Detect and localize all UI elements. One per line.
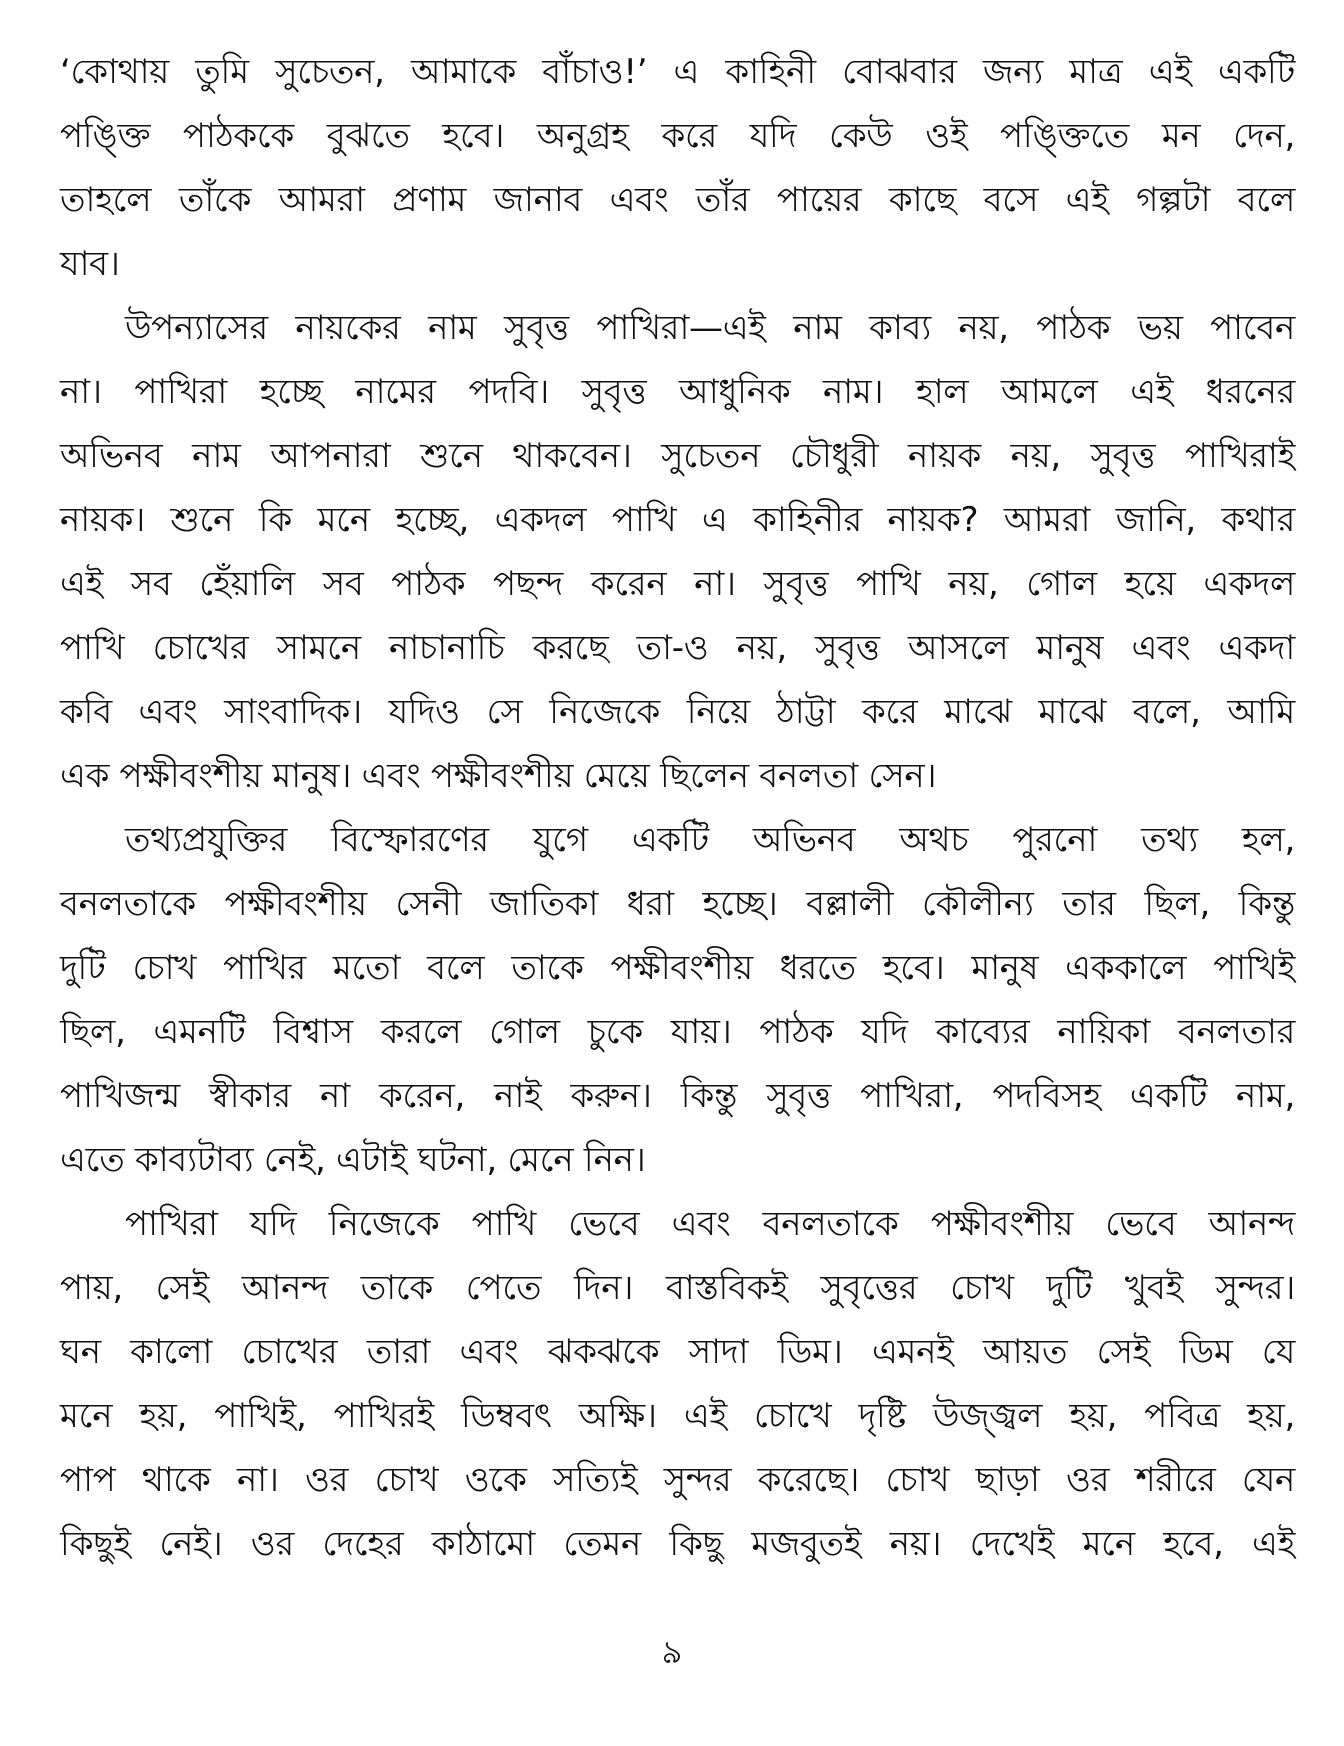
text-line: এই সব হেঁয়ালি সব পাঠক পছন্দ করেন না। সুবৃত্ত পাখি নয়, গোল হয়ে একদল: [60, 564, 1295, 604]
paragraph: [60, 808, 1295, 1192]
text-line: ছিল, এমনটি বিশ্বাস করলে গোল চুকে যায়। পাঠক যদি কাব্যের নায়িকা বনলতার: [60, 1012, 1295, 1052]
text-line: পাখিজন্ম স্বীকার না করেন, নাই করুন। কিন্তু সুবৃত্ত পাখিরা, পদবিসহ একটি নাম,: [60, 1076, 1295, 1116]
text-line: পঙ্ক্তি পাঠককে বুঝতে হবে। অনুগ্রহ করে যদি কেউ ওই পঙ্ক্তিতে মন দেন,: [60, 116, 1295, 156]
text-line: মনে হয়, পাখিই, পাখিরই ডিম্ববৎ অক্ষি। এই চোখে দৃষ্টি উজ্জ্বল হয়, পবিত্র হয়,: [60, 1396, 1295, 1436]
text-line: এতে কাব্যটাব্য নেই, এটাই ঘটনা, মেনে নিন।: [60, 1140, 646, 1180]
paragraph: [60, 40, 1295, 296]
body-text: [60, 40, 1295, 1576]
text-line: দুটি চোখ পাখির মতো বলে তাকে পক্ষীবংশীয় ধরতে হবে। মানুষ এককালে পাখিই: [60, 948, 1295, 988]
page-number: ৯: [661, 1633, 683, 1671]
paragraph: [60, 296, 1295, 808]
paragraph: [60, 1192, 1295, 1576]
text-line: পাখি চোখের সামনে নাচানাচি করছে তা-ও নয়, সুবৃত্ত আসলে মানুষ এবং একদা: [60, 628, 1295, 668]
text-line: যাব।: [60, 244, 120, 284]
text-line: ‘কোথায় তুমি সুচেতন, আমাকে বাঁচাও!’ এ কাহিনী বোঝবার জন্য মাত্র এই একটি: [60, 52, 1295, 92]
text-line: তথ্যপ্রযুক্তির বিস্ফোরণের যুগে একটি অভিনব অথচ পুরনো তথ্য হল,: [125, 820, 1295, 860]
text-line: পাপ থাকে না। ওর চোখ ওকে সত্যিই সুন্দর করেছে। চোখ ছাড়া ওর শরীরে যেন: [60, 1460, 1295, 1500]
text-line: পাখিরা যদি নিজেকে পাখি ভেবে এবং বনলতাকে পক্ষীবংশীয় ভেবে আনন্দ: [125, 1204, 1295, 1244]
text-line: তাহলে তাঁকে আমরা প্রণাম জানাব এবং তাঁর পায়ের কাছে বসে এই গল্পটা বলে: [60, 180, 1295, 220]
text-line: এক পক্ষীবংশীয় মানুষ। এবং পক্ষীবংশীয় মেয়ে ছিলেন বনলতা সেন।: [60, 756, 937, 796]
text-line: কবি এবং সাংবাদিক। যদিও সে নিজেকে নিয়ে ঠাট্টা করে মাঝে মাঝে বলে, আমি: [60, 692, 1295, 732]
text-line: নায়ক। শুনে কি মনে হচ্ছে, একদল পাখি এ কাহিনীর নায়ক? আমরা জানি, কথার: [60, 500, 1295, 540]
text-line: না। পাখিরা হচ্ছে নামের পদবি। সুবৃত্ত আধুনিক নাম। হাল আমলে এই ধরনের: [60, 372, 1295, 412]
text-line: কিছুই নেই। ওর দেহের কাঠামো তেমন কিছু মজবুতই নয়। দেখেই মনে হবে, এই: [60, 1524, 1295, 1564]
text-line: পায়, সেই আনন্দ তাকে পেতে দিন। বাস্তবিকই সুবৃত্তের চোখ দুটি খুবই সুন্দর।: [60, 1268, 1295, 1308]
text-line: উপন্যাসের নায়কের নাম সুবৃত্ত পাখিরা—এই নাম কাব্য নয়, পাঠক ভয় পাবেন: [125, 308, 1295, 348]
text-line: বনলতাকে পক্ষীবংশীয় সেনী জাতিকা ধরা হচ্ছে। বল্লালী কৌলীন্য তার ছিল, কিন্তু: [60, 884, 1295, 924]
text-line: ঘন কালো চোখের তারা এবং ঝকঝকে সাদা ডিম। এমনই আয়ত সেই ডিম যে: [60, 1332, 1295, 1372]
text-line: অভিনব নাম আপনারা শুনে থাকবেন। সুচেতন চৌধুরী নায়ক নয়, সুবৃত্ত পাখিরাই: [60, 436, 1295, 476]
